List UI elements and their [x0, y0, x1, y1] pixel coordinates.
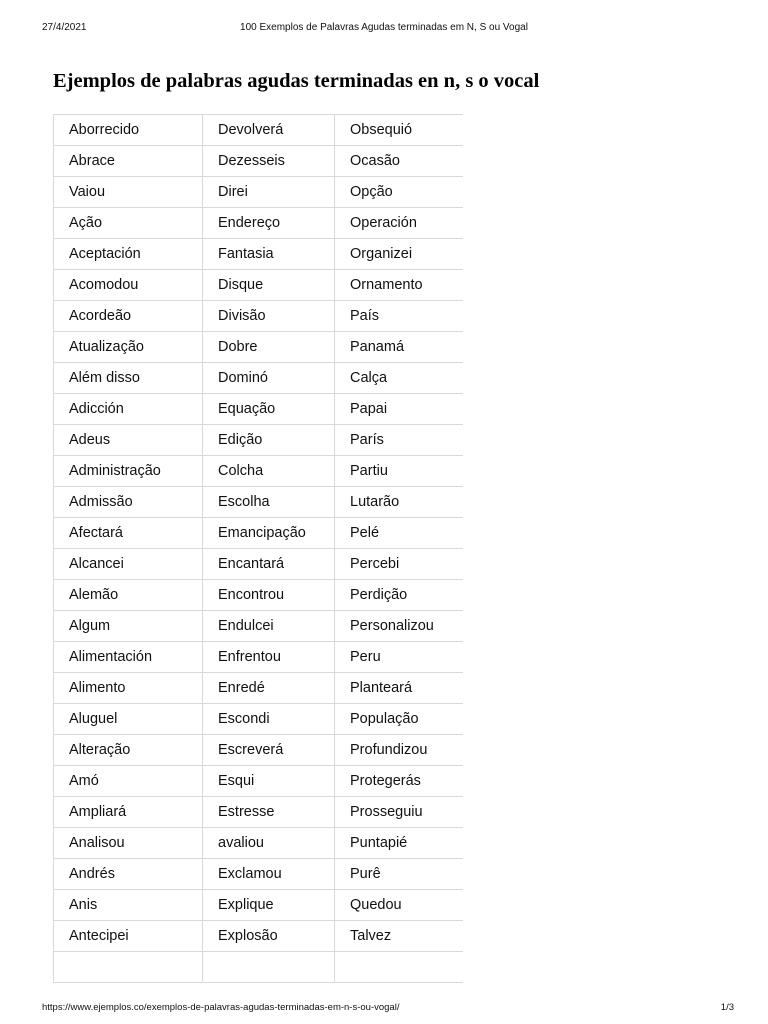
- table-cell: Alcancei: [54, 549, 203, 580]
- table-row: [54, 828, 464, 859]
- table-cell: Alimento: [54, 673, 203, 704]
- table-cell: [203, 952, 335, 983]
- print-header: [0, 22, 768, 38]
- table-cell: Colcha: [203, 456, 335, 487]
- table-cell: Planteará: [335, 673, 464, 704]
- print-url: https://www.ejemplos.co/exemplos-de-palavras-agudas-terminadas-em-n-s-ou-vogal/: [42, 1002, 400, 1013]
- table-row: [54, 797, 464, 828]
- table-row: [54, 921, 464, 952]
- table-cell: Aceptación: [54, 239, 203, 270]
- table-cell: Enfrentou: [203, 642, 335, 673]
- table-row: [54, 952, 464, 983]
- table-cell: Andrés: [54, 859, 203, 890]
- table-row: [54, 704, 464, 735]
- print-document-title: 100 Exemplos de Palavras Agudas terminadas em N, S ou Vogal: [240, 22, 528, 33]
- table-cell: Dezesseis: [203, 146, 335, 177]
- print-date: 27/4/2021: [42, 22, 87, 33]
- table-row: [54, 425, 464, 456]
- table-row: [54, 270, 464, 301]
- table-cell: Adeus: [54, 425, 203, 456]
- table-cell: Lutarão: [335, 487, 464, 518]
- page-title: Ejemplos de palabras agudas terminadas en n, s o vocal: [53, 70, 540, 92]
- table-cell: Antecipei: [54, 921, 203, 952]
- table-row: [54, 859, 464, 890]
- table-cell: Escolha: [203, 487, 335, 518]
- table-cell: Protegerás: [335, 766, 464, 797]
- table-cell: Acordeão: [54, 301, 203, 332]
- table-row: [54, 115, 464, 146]
- table-cell: Anis: [54, 890, 203, 921]
- table-cell: População: [335, 704, 464, 735]
- table-cell: Profundizou: [335, 735, 464, 766]
- table-cell: Ocasão: [335, 146, 464, 177]
- table-cell: Além disso: [54, 363, 203, 394]
- table-row: [54, 332, 464, 363]
- table-cell: Alteração: [54, 735, 203, 766]
- table-cell: Opção: [335, 177, 464, 208]
- table-cell: Encontrou: [203, 580, 335, 611]
- table-cell: Talvez: [335, 921, 464, 952]
- table-cell: Partiu: [335, 456, 464, 487]
- table-cell: Enredé: [203, 673, 335, 704]
- table-cell: Direi: [203, 177, 335, 208]
- table-cell: Alemão: [54, 580, 203, 611]
- table-row: [54, 890, 464, 921]
- table-cell: Fantasia: [203, 239, 335, 270]
- table-cell: Aluguel: [54, 704, 203, 735]
- table-cell: País: [335, 301, 464, 332]
- table-cell: Purê: [335, 859, 464, 890]
- table-row: [54, 146, 464, 177]
- table-cell: Prosseguiu: [335, 797, 464, 828]
- table-cell: [54, 952, 203, 983]
- table-cell: Encantará: [203, 549, 335, 580]
- table-cell: Quedou: [335, 890, 464, 921]
- table-cell: Disque: [203, 270, 335, 301]
- table-row: [54, 394, 464, 425]
- table-cell: Panamá: [335, 332, 464, 363]
- table-row: [54, 673, 464, 704]
- table-cell: Exclamou: [203, 859, 335, 890]
- table-row: [54, 487, 464, 518]
- table-row: [54, 642, 464, 673]
- table-row: [54, 580, 464, 611]
- table-row: [54, 208, 464, 239]
- page-number: 1/3: [720, 1002, 734, 1013]
- table-cell: Equação: [203, 394, 335, 425]
- table-cell: Emancipação: [203, 518, 335, 549]
- table-cell: Escondi: [203, 704, 335, 735]
- table-cell: Divisão: [203, 301, 335, 332]
- table-cell: Abrace: [54, 146, 203, 177]
- table-cell: Ornamento: [335, 270, 464, 301]
- table-cell: Ampliará: [54, 797, 203, 828]
- table-cell: Alimentación: [54, 642, 203, 673]
- table-cell: Escreverá: [203, 735, 335, 766]
- table-cell: Algum: [54, 611, 203, 642]
- table-cell: Adicción: [54, 394, 203, 425]
- table-row: [54, 611, 464, 642]
- table-cell: Percebi: [335, 549, 464, 580]
- table-cell: Dobre: [203, 332, 335, 363]
- word-table-body: [54, 115, 464, 983]
- table-cell: Atualização: [54, 332, 203, 363]
- table-cell: Devolverá: [203, 115, 335, 146]
- table-row: [54, 239, 464, 270]
- word-table-container: [53, 114, 463, 997]
- table-cell: Personalizou: [335, 611, 464, 642]
- table-cell: Obsequió: [335, 115, 464, 146]
- table-cell: Afectará: [54, 518, 203, 549]
- table-cell: Aborrecido: [54, 115, 203, 146]
- table-cell: Operación: [335, 208, 464, 239]
- table-row: [54, 456, 464, 487]
- table-cell: Endulcei: [203, 611, 335, 642]
- print-footer: [0, 1002, 768, 1016]
- table-cell: Perdição: [335, 580, 464, 611]
- table-cell: Amó: [54, 766, 203, 797]
- table-cell: Estresse: [203, 797, 335, 828]
- table-cell: Explique: [203, 890, 335, 921]
- table-cell: Organizei: [335, 239, 464, 270]
- table-cell: Dominó: [203, 363, 335, 394]
- table-cell: Puntapié: [335, 828, 464, 859]
- table-row: [54, 301, 464, 332]
- table-cell: París: [335, 425, 464, 456]
- table-cell: Administração: [54, 456, 203, 487]
- table-cell: Explosão: [203, 921, 335, 952]
- table-cell: Ação: [54, 208, 203, 239]
- table-row: [54, 363, 464, 394]
- table-cell: Edição: [203, 425, 335, 456]
- table-cell: Vaiou: [54, 177, 203, 208]
- table-cell: Papai: [335, 394, 464, 425]
- table-row: [54, 735, 464, 766]
- table-row: [54, 766, 464, 797]
- table-row: [54, 518, 464, 549]
- table-row: [54, 549, 464, 580]
- table-cell: avaliou: [203, 828, 335, 859]
- table-cell: Peru: [335, 642, 464, 673]
- table-row: [54, 177, 464, 208]
- table-cell: Analisou: [54, 828, 203, 859]
- table-cell: Pelé: [335, 518, 464, 549]
- table-cell: Endereço: [203, 208, 335, 239]
- table-cell: Acomodou: [54, 270, 203, 301]
- table-cell: Admissão: [54, 487, 203, 518]
- word-table: [53, 114, 463, 983]
- table-cell: Esqui: [203, 766, 335, 797]
- table-cell: Calça: [335, 363, 464, 394]
- table-cell: [335, 952, 464, 983]
